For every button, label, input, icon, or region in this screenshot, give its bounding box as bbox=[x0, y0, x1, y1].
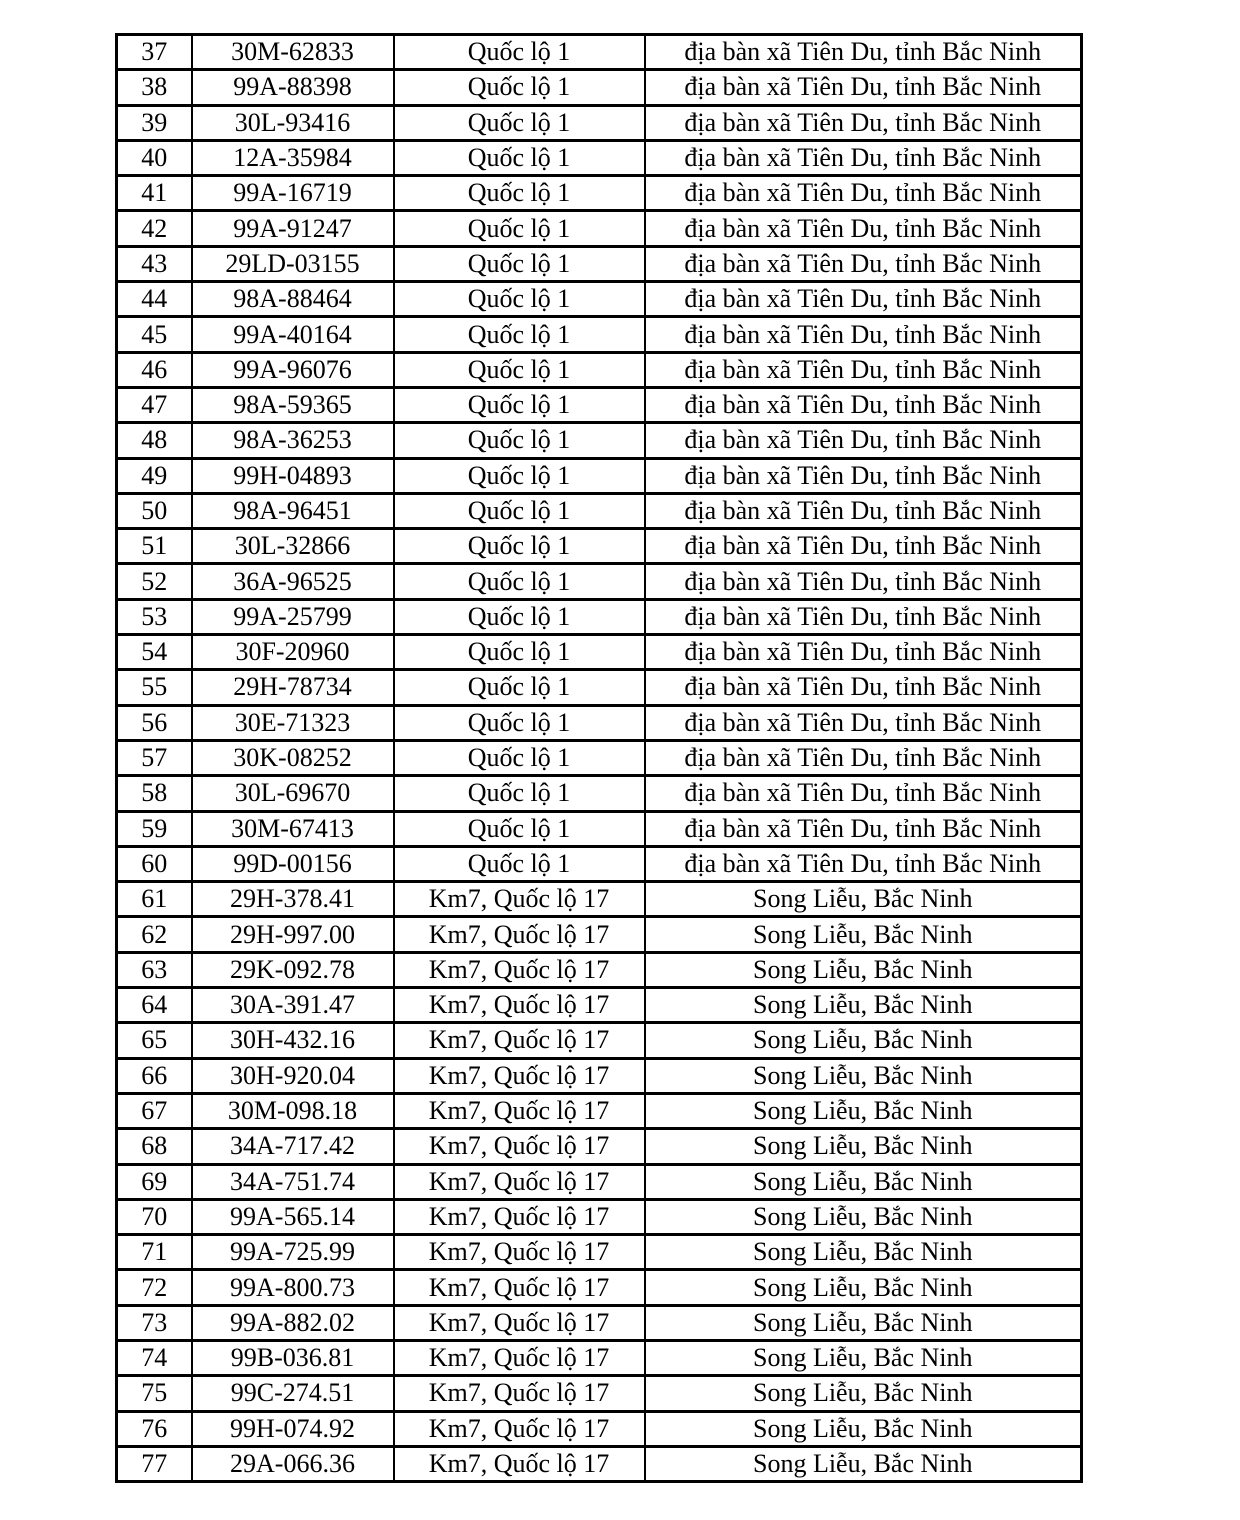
cell-plate: 30F-20960 bbox=[192, 635, 394, 670]
cell-plate: 29H-997.00 bbox=[192, 917, 394, 952]
cell-location: địa bàn xã Tiên Du, tỉnh Bắc Ninh bbox=[645, 352, 1082, 387]
table-body bbox=[117, 35, 1082, 1482]
table-row bbox=[117, 846, 1082, 881]
cell-road: Quốc lộ 1 bbox=[394, 599, 645, 634]
cell-plate: 36A-96525 bbox=[192, 564, 394, 599]
cell-location: địa bàn xã Tiên Du, tỉnh Bắc Ninh bbox=[645, 458, 1082, 493]
table-row bbox=[117, 211, 1082, 246]
cell-plate: 99H-074.92 bbox=[192, 1411, 394, 1446]
table-row bbox=[117, 176, 1082, 211]
cell-stt: 57 bbox=[117, 740, 192, 775]
table-row bbox=[117, 423, 1082, 458]
cell-plate: 30K-08252 bbox=[192, 740, 394, 775]
cell-stt: 77 bbox=[117, 1446, 192, 1481]
table-row bbox=[117, 1305, 1082, 1340]
cell-road: Km7, Quốc lộ 17 bbox=[394, 1093, 645, 1128]
cell-stt: 56 bbox=[117, 705, 192, 740]
cell-location: Song Liễu, Bắc Ninh bbox=[645, 1305, 1082, 1340]
cell-road: Km7, Quốc lộ 17 bbox=[394, 988, 645, 1023]
table-row bbox=[117, 35, 1082, 70]
cell-plate: 30M-098.18 bbox=[192, 1093, 394, 1128]
cell-stt: 73 bbox=[117, 1305, 192, 1340]
cell-plate: 98A-88464 bbox=[192, 282, 394, 317]
cell-road: Km7, Quốc lộ 17 bbox=[394, 1023, 645, 1058]
cell-road: Quốc lộ 1 bbox=[394, 140, 645, 175]
cell-plate: 99A-725.99 bbox=[192, 1235, 394, 1270]
cell-location: địa bàn xã Tiên Du, tỉnh Bắc Ninh bbox=[645, 493, 1082, 528]
cell-road: Km7, Quốc lộ 17 bbox=[394, 1376, 645, 1411]
table-row bbox=[117, 1446, 1082, 1481]
cell-stt: 76 bbox=[117, 1411, 192, 1446]
cell-stt: 64 bbox=[117, 988, 192, 1023]
cell-stt: 53 bbox=[117, 599, 192, 634]
cell-stt: 41 bbox=[117, 176, 192, 211]
cell-plate: 30M-67413 bbox=[192, 811, 394, 846]
cell-plate: 99A-40164 bbox=[192, 317, 394, 352]
cell-plate: 30L-69670 bbox=[192, 776, 394, 811]
cell-location: địa bàn xã Tiên Du, tỉnh Bắc Ninh bbox=[645, 105, 1082, 140]
table-row bbox=[117, 1270, 1082, 1305]
cell-location: địa bàn xã Tiên Du, tỉnh Bắc Ninh bbox=[645, 670, 1082, 705]
table-row bbox=[117, 1023, 1082, 1058]
table-row bbox=[117, 282, 1082, 317]
table-row bbox=[117, 140, 1082, 175]
violation-vehicle-table bbox=[115, 33, 1083, 1483]
cell-plate: 30A-391.47 bbox=[192, 988, 394, 1023]
table-row bbox=[117, 1235, 1082, 1270]
table-row bbox=[117, 105, 1082, 140]
cell-location: địa bàn xã Tiên Du, tỉnh Bắc Ninh bbox=[645, 529, 1082, 564]
cell-stt: 45 bbox=[117, 317, 192, 352]
cell-location: địa bàn xã Tiên Du, tỉnh Bắc Ninh bbox=[645, 423, 1082, 458]
table-row bbox=[117, 458, 1082, 493]
cell-road: Quốc lộ 1 bbox=[394, 246, 645, 281]
table-row bbox=[117, 1340, 1082, 1375]
cell-plate: 98A-36253 bbox=[192, 423, 394, 458]
table-row bbox=[117, 1093, 1082, 1128]
cell-road: Quốc lộ 1 bbox=[394, 564, 645, 599]
cell-road: Quốc lộ 1 bbox=[394, 493, 645, 528]
cell-stt: 55 bbox=[117, 670, 192, 705]
cell-location: Song Liễu, Bắc Ninh bbox=[645, 1058, 1082, 1093]
cell-location: địa bàn xã Tiên Du, tỉnh Bắc Ninh bbox=[645, 140, 1082, 175]
cell-stt: 69 bbox=[117, 1164, 192, 1199]
cell-plate: 29LD-03155 bbox=[192, 246, 394, 281]
cell-location: địa bàn xã Tiên Du, tỉnh Bắc Ninh bbox=[645, 246, 1082, 281]
cell-location: Song Liễu, Bắc Ninh bbox=[645, 1376, 1082, 1411]
cell-location: Song Liễu, Bắc Ninh bbox=[645, 1235, 1082, 1270]
cell-plate: 99C-274.51 bbox=[192, 1376, 394, 1411]
table-row bbox=[117, 952, 1082, 987]
table-row bbox=[117, 1411, 1082, 1446]
cell-stt: 67 bbox=[117, 1093, 192, 1128]
cell-plate: 99A-25799 bbox=[192, 599, 394, 634]
cell-location: địa bàn xã Tiên Du, tỉnh Bắc Ninh bbox=[645, 846, 1082, 881]
cell-stt: 47 bbox=[117, 387, 192, 422]
cell-road: Quốc lộ 1 bbox=[394, 70, 645, 105]
table-row bbox=[117, 635, 1082, 670]
cell-location: địa bàn xã Tiên Du, tỉnh Bắc Ninh bbox=[645, 811, 1082, 846]
table-row bbox=[117, 493, 1082, 528]
cell-plate: 99B-036.81 bbox=[192, 1340, 394, 1375]
cell-road: Quốc lộ 1 bbox=[394, 352, 645, 387]
cell-location: địa bàn xã Tiên Du, tỉnh Bắc Ninh bbox=[645, 564, 1082, 599]
cell-location: Song Liễu, Bắc Ninh bbox=[645, 1199, 1082, 1234]
cell-road: Quốc lộ 1 bbox=[394, 458, 645, 493]
table-row bbox=[117, 705, 1082, 740]
table-row bbox=[117, 1129, 1082, 1164]
cell-stt: 65 bbox=[117, 1023, 192, 1058]
cell-road: Km7, Quốc lộ 17 bbox=[394, 1270, 645, 1305]
table-row bbox=[117, 246, 1082, 281]
cell-plate: 29A-066.36 bbox=[192, 1446, 394, 1481]
cell-location: địa bàn xã Tiên Du, tỉnh Bắc Ninh bbox=[645, 282, 1082, 317]
table-row bbox=[117, 1164, 1082, 1199]
cell-road: Km7, Quốc lộ 17 bbox=[394, 917, 645, 952]
cell-stt: 52 bbox=[117, 564, 192, 599]
cell-plate: 12A-35984 bbox=[192, 140, 394, 175]
cell-road: Quốc lộ 1 bbox=[394, 529, 645, 564]
cell-stt: 49 bbox=[117, 458, 192, 493]
table-row bbox=[117, 1199, 1082, 1234]
table-row bbox=[117, 599, 1082, 634]
cell-road: Km7, Quốc lộ 17 bbox=[394, 1305, 645, 1340]
cell-road: Km7, Quốc lộ 17 bbox=[394, 1446, 645, 1481]
cell-stt: 59 bbox=[117, 811, 192, 846]
cell-location: địa bàn xã Tiên Du, tỉnh Bắc Ninh bbox=[645, 211, 1082, 246]
cell-location: địa bàn xã Tiên Du, tỉnh Bắc Ninh bbox=[645, 705, 1082, 740]
cell-location: địa bàn xã Tiên Du, tỉnh Bắc Ninh bbox=[645, 387, 1082, 422]
table-row bbox=[117, 670, 1082, 705]
cell-road: Km7, Quốc lộ 17 bbox=[394, 1235, 645, 1270]
cell-plate: 29H-378.41 bbox=[192, 882, 394, 917]
cell-road: Km7, Quốc lộ 17 bbox=[394, 952, 645, 987]
cell-road: Km7, Quốc lộ 17 bbox=[394, 1058, 645, 1093]
cell-stt: 75 bbox=[117, 1376, 192, 1411]
cell-road: Quốc lộ 1 bbox=[394, 35, 645, 70]
cell-stt: 38 bbox=[117, 70, 192, 105]
cell-stt: 44 bbox=[117, 282, 192, 317]
cell-location: Song Liễu, Bắc Ninh bbox=[645, 952, 1082, 987]
cell-location: địa bàn xã Tiên Du, tỉnh Bắc Ninh bbox=[645, 317, 1082, 352]
cell-stt: 71 bbox=[117, 1235, 192, 1270]
cell-plate: 99A-16719 bbox=[192, 176, 394, 211]
table-row bbox=[117, 917, 1082, 952]
cell-stt: 74 bbox=[117, 1340, 192, 1375]
cell-stt: 61 bbox=[117, 882, 192, 917]
cell-plate: 98A-59365 bbox=[192, 387, 394, 422]
cell-stt: 68 bbox=[117, 1129, 192, 1164]
cell-road: Quốc lộ 1 bbox=[394, 211, 645, 246]
cell-road: Quốc lộ 1 bbox=[394, 670, 645, 705]
cell-location: địa bàn xã Tiên Du, tỉnh Bắc Ninh bbox=[645, 599, 1082, 634]
table-row bbox=[117, 70, 1082, 105]
cell-plate: 30L-32866 bbox=[192, 529, 394, 564]
table-row bbox=[117, 317, 1082, 352]
cell-plate: 34A-717.42 bbox=[192, 1129, 394, 1164]
table-row bbox=[117, 352, 1082, 387]
cell-road: Km7, Quốc lộ 17 bbox=[394, 882, 645, 917]
cell-road: Km7, Quốc lộ 17 bbox=[394, 1411, 645, 1446]
table-row bbox=[117, 776, 1082, 811]
cell-stt: 42 bbox=[117, 211, 192, 246]
cell-stt: 70 bbox=[117, 1199, 192, 1234]
cell-plate: 29K-092.78 bbox=[192, 952, 394, 987]
cell-location: Song Liễu, Bắc Ninh bbox=[645, 1270, 1082, 1305]
cell-location: địa bàn xã Tiên Du, tỉnh Bắc Ninh bbox=[645, 176, 1082, 211]
cell-location: địa bàn xã Tiên Du, tỉnh Bắc Ninh bbox=[645, 35, 1082, 70]
cell-road: Quốc lộ 1 bbox=[394, 846, 645, 881]
cell-plate: 99A-88398 bbox=[192, 70, 394, 105]
cell-stt: 60 bbox=[117, 846, 192, 881]
cell-road: Quốc lộ 1 bbox=[394, 635, 645, 670]
cell-road: Quốc lộ 1 bbox=[394, 282, 645, 317]
cell-location: Song Liễu, Bắc Ninh bbox=[645, 882, 1082, 917]
cell-plate: 99H-04893 bbox=[192, 458, 394, 493]
cell-stt: 50 bbox=[117, 493, 192, 528]
table-row bbox=[117, 740, 1082, 775]
cell-plate: 99D-00156 bbox=[192, 846, 394, 881]
cell-location: Song Liễu, Bắc Ninh bbox=[645, 1093, 1082, 1128]
cell-road: Quốc lộ 1 bbox=[394, 317, 645, 352]
cell-road: Quốc lộ 1 bbox=[394, 705, 645, 740]
cell-road: Quốc lộ 1 bbox=[394, 776, 645, 811]
cell-road: Quốc lộ 1 bbox=[394, 176, 645, 211]
cell-location: địa bàn xã Tiên Du, tỉnh Bắc Ninh bbox=[645, 776, 1082, 811]
cell-road: Quốc lộ 1 bbox=[394, 423, 645, 458]
table-row bbox=[117, 387, 1082, 422]
cell-stt: 39 bbox=[117, 105, 192, 140]
cell-plate: 99A-800.73 bbox=[192, 1270, 394, 1305]
cell-road: Quốc lộ 1 bbox=[394, 811, 645, 846]
cell-location: địa bàn xã Tiên Du, tỉnh Bắc Ninh bbox=[645, 740, 1082, 775]
cell-plate: 30L-93416 bbox=[192, 105, 394, 140]
cell-stt: 43 bbox=[117, 246, 192, 281]
cell-stt: 48 bbox=[117, 423, 192, 458]
cell-plate: 30E-71323 bbox=[192, 705, 394, 740]
cell-road: Quốc lộ 1 bbox=[394, 387, 645, 422]
cell-location: Song Liễu, Bắc Ninh bbox=[645, 917, 1082, 952]
cell-stt: 54 bbox=[117, 635, 192, 670]
cell-plate: 98A-96451 bbox=[192, 493, 394, 528]
cell-plate: 99A-882.02 bbox=[192, 1305, 394, 1340]
cell-road: Km7, Quốc lộ 17 bbox=[394, 1199, 645, 1234]
cell-road: Quốc lộ 1 bbox=[394, 740, 645, 775]
cell-plate: 29H-78734 bbox=[192, 670, 394, 705]
table-row bbox=[117, 988, 1082, 1023]
cell-plate: 34A-751.74 bbox=[192, 1164, 394, 1199]
table-row bbox=[117, 811, 1082, 846]
cell-road: Km7, Quốc lộ 17 bbox=[394, 1340, 645, 1375]
cell-plate: 99A-91247 bbox=[192, 211, 394, 246]
cell-plate: 30M-62833 bbox=[192, 35, 394, 70]
cell-plate: 30H-432.16 bbox=[192, 1023, 394, 1058]
cell-stt: 72 bbox=[117, 1270, 192, 1305]
table-row bbox=[117, 564, 1082, 599]
cell-stt: 66 bbox=[117, 1058, 192, 1093]
cell-stt: 58 bbox=[117, 776, 192, 811]
cell-location: Song Liễu, Bắc Ninh bbox=[645, 1446, 1082, 1481]
cell-plate: 99A-96076 bbox=[192, 352, 394, 387]
cell-location: Song Liễu, Bắc Ninh bbox=[645, 1411, 1082, 1446]
cell-road: Km7, Quốc lộ 17 bbox=[394, 1129, 645, 1164]
cell-location: Song Liễu, Bắc Ninh bbox=[645, 1164, 1082, 1199]
cell-road: Quốc lộ 1 bbox=[394, 105, 645, 140]
table-row bbox=[117, 1376, 1082, 1411]
cell-location: Song Liễu, Bắc Ninh bbox=[645, 1023, 1082, 1058]
table-row bbox=[117, 529, 1082, 564]
cell-location: Song Liễu, Bắc Ninh bbox=[645, 988, 1082, 1023]
cell-plate: 99A-565.14 bbox=[192, 1199, 394, 1234]
cell-stt: 51 bbox=[117, 529, 192, 564]
table-row bbox=[117, 882, 1082, 917]
cell-location: Song Liễu, Bắc Ninh bbox=[645, 1129, 1082, 1164]
cell-stt: 40 bbox=[117, 140, 192, 175]
cell-stt: 37 bbox=[117, 35, 192, 70]
table-row bbox=[117, 1058, 1082, 1093]
cell-road: Km7, Quốc lộ 17 bbox=[394, 1164, 645, 1199]
cell-location: địa bàn xã Tiên Du, tỉnh Bắc Ninh bbox=[645, 70, 1082, 105]
cell-plate: 30H-920.04 bbox=[192, 1058, 394, 1093]
cell-location: địa bàn xã Tiên Du, tỉnh Bắc Ninh bbox=[645, 635, 1082, 670]
cell-location: Song Liễu, Bắc Ninh bbox=[645, 1340, 1082, 1375]
cell-stt: 46 bbox=[117, 352, 192, 387]
cell-stt: 62 bbox=[117, 917, 192, 952]
cell-stt: 63 bbox=[117, 952, 192, 987]
